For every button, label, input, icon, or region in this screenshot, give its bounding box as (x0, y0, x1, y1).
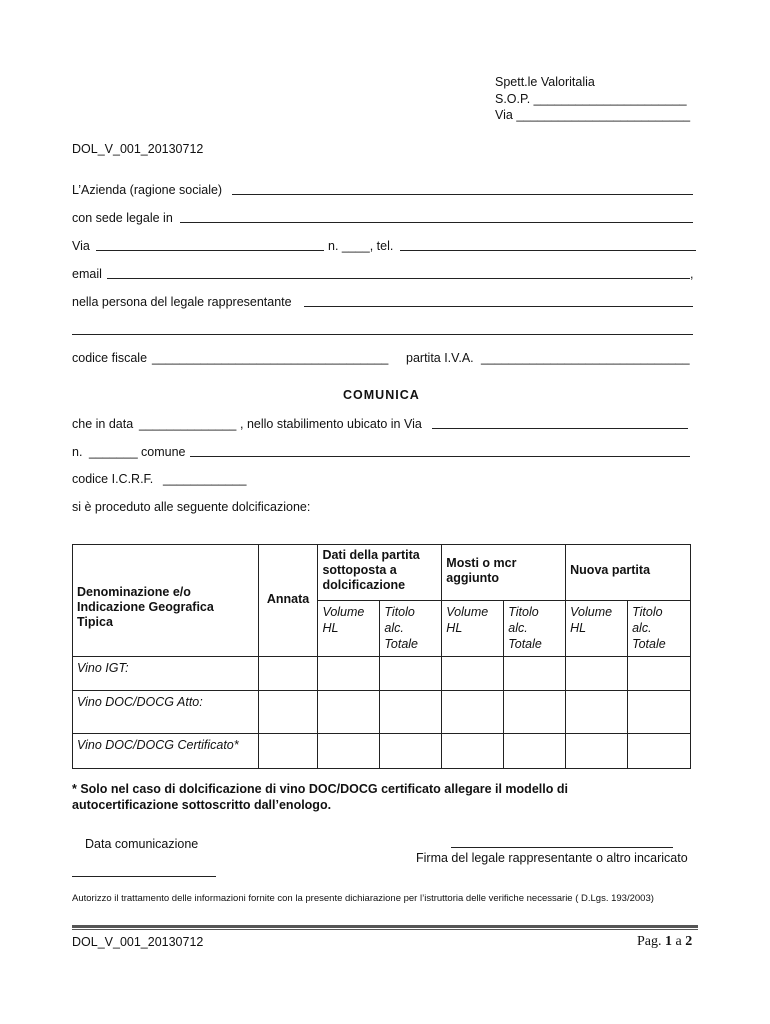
email-field[interactable] (107, 278, 690, 279)
n-field[interactable]: _______ (89, 445, 138, 459)
table-cell[interactable] (258, 657, 318, 691)
header-dati (318, 545, 442, 601)
comune-field[interactable] (190, 456, 690, 457)
table-cell[interactable] (318, 691, 380, 734)
sub-volume-text: Volume HL (570, 605, 613, 635)
footer-divider-thin (72, 929, 698, 930)
piva-label: partita I.V.A. (406, 351, 474, 365)
azienda-label: L’Azienda (ragione sociale) (72, 183, 223, 197)
table-row (73, 691, 691, 734)
n-label: n. (72, 445, 83, 459)
table-cell[interactable] (628, 691, 691, 734)
header-annata (258, 545, 318, 657)
recipient-via: Via _________________________ (495, 108, 691, 122)
table-cell[interactable] (442, 734, 504, 769)
header-annata-text: Annata (266, 591, 310, 606)
sub-titolo-dati (380, 601, 442, 657)
sub-titolo-mosti (504, 601, 566, 657)
sub-titolo-text: Titolo alc. Totale (384, 605, 418, 651)
azienda-field[interactable] (232, 194, 693, 195)
sub-titolo-text: Titolo alc. Totale (508, 605, 542, 651)
table-cell[interactable] (566, 734, 628, 769)
header-denominazione (73, 545, 259, 657)
dolcificazione-table (72, 544, 691, 769)
recipient-name: Spett.le Valoritalia (495, 75, 595, 89)
icrf-label: codice I.C.R.F. (72, 472, 154, 486)
privacy-consent: Autorizzo il trattamento delle informazioni fornite con la presente dichiarazione per l’istruttoria delle verifiche necessarie ( D.Lgs. 193/2003) (72, 893, 654, 904)
table-cell[interactable] (442, 691, 504, 734)
footer-divider (72, 925, 698, 928)
sub-volume-text: Volume HL (322, 605, 365, 635)
row-label-text: Vino DOC/DOCG Certificato* (77, 738, 239, 752)
piva-field[interactable]: ______________________________ (481, 351, 690, 365)
table-cell[interactable] (318, 657, 380, 691)
stabilimento-label: , nello stabilimento ubicato in Via (240, 417, 422, 431)
table-cell[interactable] (258, 691, 318, 734)
table-cell[interactable] (442, 657, 504, 691)
header-mosti-text: Mosti o mcr aggiunto (446, 556, 517, 585)
row-label (73, 734, 259, 769)
table-cell[interactable] (380, 691, 442, 734)
icrf-field[interactable]: ____________ (163, 472, 247, 486)
header-denominazione-text: Denominazione e/o Indicazione Geografica Tipica (77, 584, 214, 629)
page-separator: a (675, 934, 682, 949)
sub-titolo-text: Titolo alc. Totale (632, 605, 666, 651)
footer-doc-code: DOL_V_001_20130712 (72, 935, 204, 949)
recipient-sop: S.O.P. ______________________ (495, 92, 687, 106)
legale-field[interactable] (304, 306, 693, 307)
doc-code: DOL_V_001_20130712 (72, 142, 204, 156)
data-comunicazione-field[interactable] (72, 876, 216, 877)
data-field[interactable]: ______________ (139, 417, 237, 431)
table-cell[interactable] (504, 657, 566, 691)
via-label: Via (72, 239, 90, 253)
certificato-note: * Solo nel caso di dolcificazione di vino DOC/DOCG certificato allegare il modello di autocertificazione sottoscritto dall’enologo. (72, 782, 568, 812)
firma-label: Firma del legale rappresentante o altro incaricato (416, 851, 688, 865)
row-label-text: Vino IGT: (77, 661, 129, 675)
sub-volume-text: Volume HL (446, 605, 489, 635)
row-label (73, 657, 259, 691)
data-label: che in data (72, 417, 134, 431)
table-row (73, 657, 691, 691)
cf-label: codice fiscale (72, 351, 148, 365)
table-cell[interactable] (504, 734, 566, 769)
procedure-text: si è proceduto alle seguente dolcificazione: (72, 500, 311, 514)
firma-field[interactable] (451, 847, 673, 848)
data-comunicazione-label: Data comunicazione (85, 837, 199, 851)
email-comma: , (690, 267, 694, 281)
sub-volume-dati (318, 601, 380, 657)
table-cell[interactable] (566, 691, 628, 734)
header-nuova-text: Nuova partita (570, 563, 651, 577)
row-label-text: Vino DOC/DOCG Atto: (77, 695, 203, 709)
legale-label: nella persona del legale rappresentante (72, 295, 292, 309)
email-label: email (72, 267, 102, 281)
cf-field[interactable]: __________________________________ (152, 351, 389, 365)
table-row (73, 734, 691, 769)
sede-field[interactable] (180, 222, 693, 223)
table-cell[interactable] (380, 657, 442, 691)
header-nuova (566, 545, 691, 601)
sede-label: con sede legale in (72, 211, 173, 225)
comune-label: comune (141, 445, 186, 459)
legale-field-continued[interactable] (72, 334, 693, 335)
page-current: 1 (665, 934, 672, 949)
page-number (637, 934, 692, 950)
comunica-heading: COMUNICA (343, 388, 420, 402)
table-cell[interactable] (628, 734, 691, 769)
table-cell[interactable] (258, 734, 318, 769)
n-tel-label: n. ____, tel. (328, 239, 394, 253)
stabilimento-via-field[interactable] (432, 428, 688, 429)
page-prefix: Pag. (637, 934, 662, 949)
sub-titolo-nuova (628, 601, 691, 657)
header-dati-text: Dati della partita sottoposta a dolcificazione (322, 548, 420, 592)
via-field[interactable] (96, 250, 324, 251)
page-total: 2 (685, 934, 693, 949)
tel-field[interactable] (400, 250, 696, 251)
table-cell[interactable] (380, 734, 442, 769)
table-cell[interactable] (504, 691, 566, 734)
header-mosti (442, 545, 566, 601)
row-label (73, 691, 259, 734)
table-cell[interactable] (628, 657, 691, 691)
table-cell[interactable] (566, 657, 628, 691)
table-cell[interactable] (318, 734, 380, 769)
sub-volume-nuova (566, 601, 628, 657)
sub-volume-mosti (442, 601, 504, 657)
